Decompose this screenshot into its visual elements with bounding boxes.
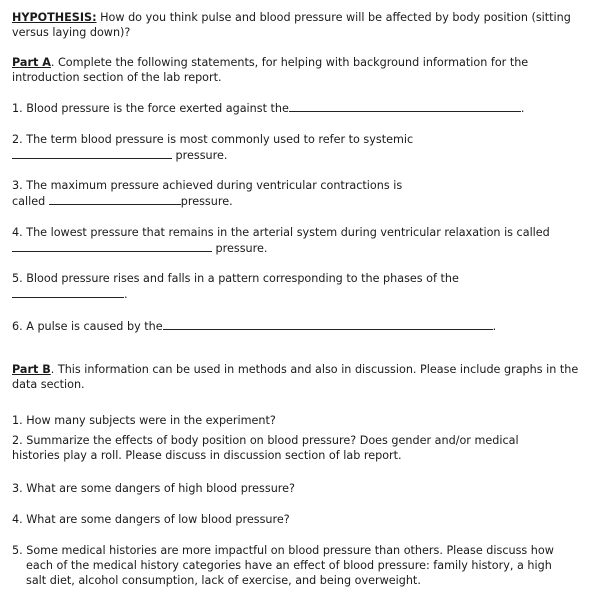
part-b-intro — [12, 362, 589, 392]
part-b-question-2 — [12, 433, 589, 463]
part-a-label: Part A — [12, 56, 51, 69]
part-a-item-4 — [12, 225, 589, 256]
hypothesis-text-1: How do you think pulse and blood pressure will be affected by body position (sitting — [96, 11, 571, 24]
part-b-question-4: 4. What are some dangers of low blood pressure? — [12, 513, 290, 526]
part-a-text-1: . Complete the following statements, for helping with background information for the — [50, 56, 529, 69]
question-5-line-2: each of the medical history categories have an effect of blood pressure: family history, a high — [26, 559, 552, 572]
part-a-item-1 — [12, 100, 589, 116]
part-a-intro — [12, 55, 589, 85]
item-1-blank[interactable] — [289, 100, 521, 112]
item-4-text: 4. The lowest pressure that remains in the arterial system during ventricular relaxation is called — [12, 226, 550, 239]
item-2-blank[interactable] — [12, 147, 172, 159]
item-3-called: called — [12, 195, 49, 208]
item-5-text: 5. Blood pressure rises and falls in a pattern corresponding to the phases of the — [12, 272, 459, 285]
item-6-end: . — [492, 320, 497, 333]
part-a-item-3 — [12, 178, 589, 209]
part-b-question-5 — [12, 543, 589, 588]
item-3-blank[interactable] — [49, 193, 181, 205]
part-b-label: Part B — [12, 363, 51, 376]
part-b-question-1: 1. How many subjects were in the experiment? — [12, 414, 276, 427]
part-a-text-2: introduction section of the lab report. — [12, 71, 222, 84]
question-5-line-1: 5. Some medical histories are more impactful on blood pressure than others. Please discuss how — [12, 544, 554, 557]
hypothesis-text-2: versus laying down)? — [12, 26, 131, 39]
hypothesis-label: HYPOTHESIS: — [12, 11, 97, 24]
part-a-item-5 — [12, 271, 589, 302]
item-5-end: . — [124, 288, 128, 301]
item-1-end: . — [520, 102, 525, 115]
item-4-end: pressure. — [212, 242, 268, 255]
part-b-text-2: data section. — [12, 378, 85, 391]
hypothesis-block — [12, 10, 589, 40]
question-5-line-3: salt diet, alcohol consumption, lack of exercise, and being overweight. — [26, 574, 421, 587]
part-b-text-1: . This information can be used in methods and also in discussion. Please include graphs in the — [50, 363, 579, 376]
item-4-blank[interactable] — [12, 240, 212, 252]
item-1-text: 1. Blood pressure is the force exerted against the — [12, 102, 289, 115]
item-3-end: pressure. — [180, 195, 233, 208]
item-2-text: 2. The term blood pressure is most commonly used to refer to systemic — [12, 133, 414, 146]
part-a-item-2 — [12, 132, 589, 163]
question-2-line-1: 2. Summarize the effects of body position on blood pressure? Does gender and/or medical — [12, 434, 519, 447]
item-6-text: 6. A pulse is caused by the — [12, 320, 163, 333]
item-3-text: 3. The maximum pressure achieved during ventricular contractions is — [12, 179, 403, 192]
item-2-end: pressure. — [172, 149, 228, 162]
question-2-line-2: histories play a roll. Please discuss in discussion section of lab report. — [12, 449, 402, 462]
part-a-item-6 — [12, 318, 589, 334]
part-b-question-3: 3. What are some dangers of high blood pressure? — [12, 482, 295, 495]
item-6-blank[interactable] — [163, 318, 493, 330]
item-5-blank[interactable] — [12, 286, 124, 298]
